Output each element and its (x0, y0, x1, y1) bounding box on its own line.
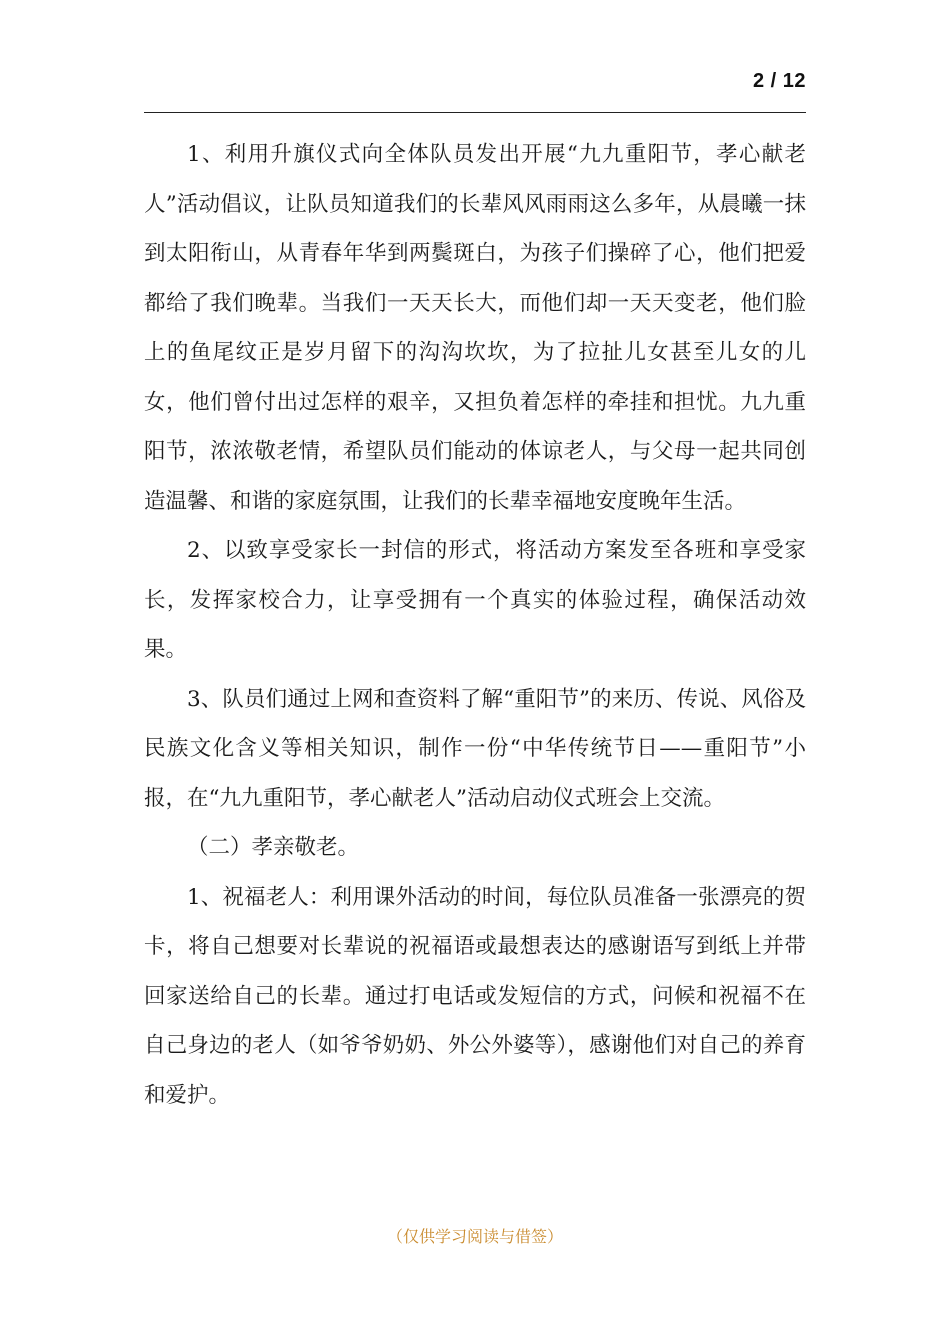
paragraph-bless-elders: 1、祝福老人：利用课外活动的时间，每位队员准备一张漂亮的贺卡，将自己想要对长辈说的祝福语或最想表达的感谢语写到纸上并带回家送给自己的长辈。通过打电话或发短信的方式，问候和祝福不在自己身边的老人（如爷爷奶奶、外公外婆等），感谢他们对自己的养育和爱护。 (144, 884, 806, 1108)
paragraph-flag-ceremony: 1、利用升旗仪式向全体队员发出开展“九九重阳节，孝心献老人”活动倡议，让队员知道我们的长辈风风雨雨这么多年，从晨曦一抹到太阳衔山，从青春年华到两鬓斑白，为孩子们操碎了心，他们把爱都给了我们晚辈。当我们一天天长大，而他们却一天天变老，他们脸上的鱼尾纹正是岁月留下的沟沟坎坎，为了拉扯儿女甚至儿女的儿女，他们曾付出过怎样的艰辛，又担负着怎样的牵挂和担忧。九九重阳节，浓浓敬老情，希望队员们能动的体谅老人，与父母一起共同创造温馨、和谐的家庭氛围，让我们的长辈幸福地安度晚年生活。 (144, 142, 806, 514)
paragraph-parent-letter: 2、以致享受家长一封信的形式，将活动方案发至各班和享受家长，发挥家校合力，让享受拥有一个真实的体验过程，确保活动效果。 (144, 538, 806, 662)
header-divider (144, 112, 806, 113)
page-number: 2 / 12 (752, 70, 806, 92)
document-body (144, 130, 806, 1120)
footer-note: （仅供学习阅读与借签） (386, 1227, 563, 1246)
section-heading: （二）孝亲敬老。 (187, 835, 360, 860)
paragraph-newspaper: 3、队员们通过上网和查资料了解“重阳节”的来历、传说、风俗及民族文化含义等相关知识，制作一份“中华传统节日——重阳节”小报，在“九九重阳节，孝心献老人”活动启动仪式班会上交流。 (144, 686, 806, 811)
